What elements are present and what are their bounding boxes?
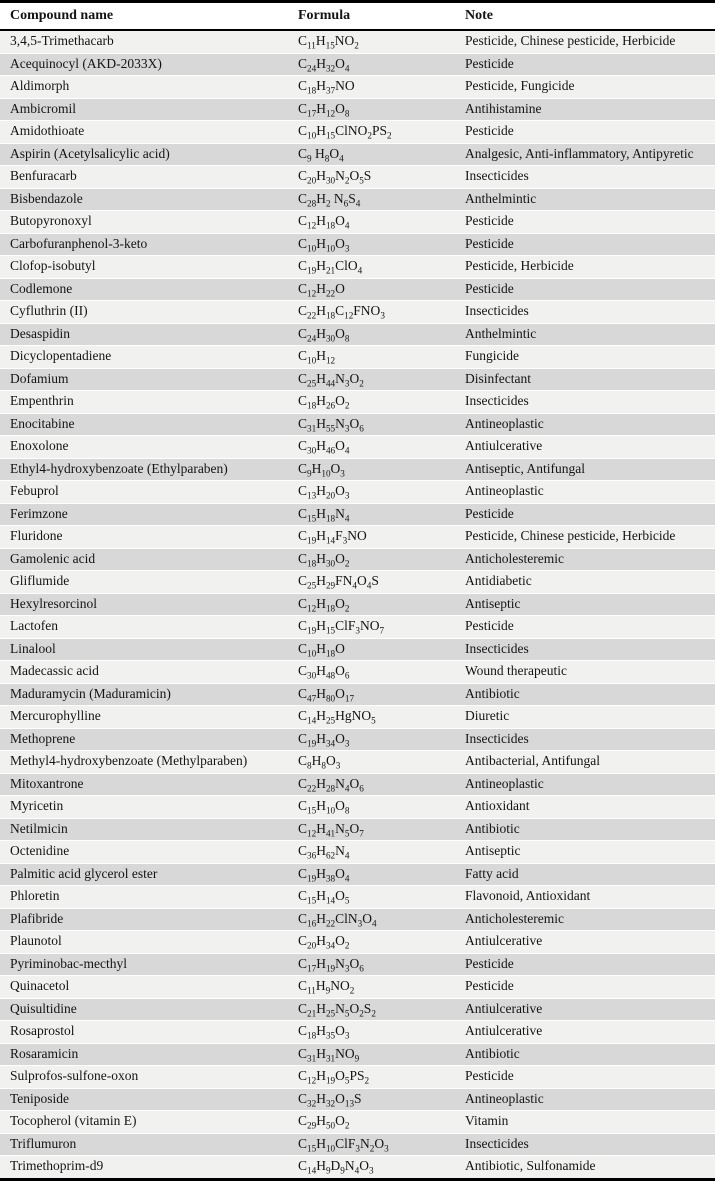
compound-name-cell: Plaunotol bbox=[0, 931, 288, 954]
note-cell: Pesticide, Fungicide bbox=[455, 76, 715, 99]
table-row bbox=[0, 638, 715, 661]
compound-name-cell: Linalool bbox=[0, 638, 288, 661]
compound-name-cell: Methyl4-hydroxybenzoate (Methylparaben) bbox=[0, 751, 288, 774]
table-row bbox=[0, 953, 715, 976]
compound-name-cell: Quisultidine bbox=[0, 998, 288, 1021]
table-row bbox=[0, 368, 715, 391]
table-row bbox=[0, 211, 715, 234]
compound-name-cell: Ethyl4-hydroxybenzoate (Ethylparaben) bbox=[0, 458, 288, 481]
formula-cell: $C_{15}H_{10}O_8$ bbox=[288, 796, 455, 819]
table-row bbox=[0, 413, 715, 436]
table-row bbox=[0, 481, 715, 504]
formula-cell: $C_{29}H_{50}O_2$ bbox=[288, 1111, 455, 1134]
note-cell: Pesticide bbox=[455, 616, 715, 639]
formula-cell: $C_9H_{10}O_3$ bbox=[288, 458, 455, 481]
table-row bbox=[0, 166, 715, 189]
compound-name-cell: 3,4,5-Trimethacarb bbox=[0, 30, 288, 53]
compound-name-cell: Mercurophylline bbox=[0, 706, 288, 729]
table-row bbox=[0, 998, 715, 1021]
note-cell: Wound therapeutic bbox=[455, 661, 715, 684]
compound-name-cell: Rosaprostol bbox=[0, 1021, 288, 1044]
compound-name-cell: Enocitabine bbox=[0, 413, 288, 436]
compound-name-cell: Butopyronoxyl bbox=[0, 211, 288, 234]
table-row bbox=[0, 1066, 715, 1089]
note-cell: Disinfectant bbox=[455, 368, 715, 391]
table-row bbox=[0, 773, 715, 796]
table-row bbox=[0, 526, 715, 549]
compound-name-cell: Enoxolone bbox=[0, 436, 288, 459]
note-cell: Antioxidant bbox=[455, 796, 715, 819]
compound-name-cell: Gamolenic acid bbox=[0, 548, 288, 571]
formula-cell: $C_{15}H_{14}O_5$ bbox=[288, 886, 455, 909]
note-cell: Insecticides bbox=[455, 166, 715, 189]
compound-name-cell: Lactofen bbox=[0, 616, 288, 639]
table-row bbox=[0, 503, 715, 526]
table-row bbox=[0, 1156, 715, 1180]
compound-name-cell: Triflumuron bbox=[0, 1133, 288, 1156]
note-cell: Analgesic, Anti-inflammatory, Antipyretic bbox=[455, 143, 715, 166]
compound-name-cell: Amidothioate bbox=[0, 121, 288, 144]
formula-cell: $C_{22}H_{28}N_4O_6$ bbox=[288, 773, 455, 796]
table-row bbox=[0, 683, 715, 706]
note-cell: Vitamin bbox=[455, 1111, 715, 1134]
formula-cell: $C_{12}H_{18}O_4$ bbox=[288, 211, 455, 234]
table-row bbox=[0, 143, 715, 166]
formula-cell: $C_{31}H_{31}NO_9$ bbox=[288, 1043, 455, 1066]
formula-cell: $C_{25}H_{29}FN_4O_4S$ bbox=[288, 571, 455, 594]
note-cell: Anticholesteremic bbox=[455, 548, 715, 571]
compound-name-cell: Dicyclopentadiene bbox=[0, 346, 288, 369]
note-cell: Antibiotic bbox=[455, 1043, 715, 1066]
formula-cell: $C_{20}H_{34}O_2$ bbox=[288, 931, 455, 954]
compound-name-cell: Octenidine bbox=[0, 841, 288, 864]
formula-cell: $C_{19}H_{14}F_3NO$ bbox=[288, 526, 455, 549]
table-row bbox=[0, 1043, 715, 1066]
formula-cell: $C_{22}H_{18}C_{12}FNO_3$ bbox=[288, 301, 455, 324]
formula-cell: $C_{19}H_{15}ClF_3NO_7$ bbox=[288, 616, 455, 639]
compound-name-cell: Sulprofos-sulfone-oxon bbox=[0, 1066, 288, 1089]
compound-name-cell: Methoprene bbox=[0, 728, 288, 751]
compound-name-cell: Phloretin bbox=[0, 886, 288, 909]
compound-name-cell: Cyfluthrin (II) bbox=[0, 301, 288, 324]
note-cell: Antiulcerative bbox=[455, 436, 715, 459]
table-row bbox=[0, 593, 715, 616]
compound-name-cell: Myricetin bbox=[0, 796, 288, 819]
table-row bbox=[0, 76, 715, 99]
formula-cell: $C_{30}H_{46}O_4$ bbox=[288, 436, 455, 459]
note-cell: Antiulcerative bbox=[455, 931, 715, 954]
note-cell: Antidiabetic bbox=[455, 571, 715, 594]
compound-name-cell: Quinacetol bbox=[0, 976, 288, 999]
formula-cell: $C_{19}H_{21}ClO_4$ bbox=[288, 256, 455, 279]
note-cell: Pesticide bbox=[455, 976, 715, 999]
note-cell: Antineoplastic bbox=[455, 1088, 715, 1111]
formula-cell: $C_{19}H_{38}O_4$ bbox=[288, 863, 455, 886]
table-row bbox=[0, 796, 715, 819]
column-header-formula: Formula bbox=[288, 2, 455, 31]
compound-name-cell: Ambicromil bbox=[0, 98, 288, 121]
compound-name-cell: Benfuracarb bbox=[0, 166, 288, 189]
compound-name-cell: Mitoxantrone bbox=[0, 773, 288, 796]
formula-cell: $C_{14}H_9D_9N_4O_3$ bbox=[298, 1158, 374, 1176]
formula-cell: $C_{12}H_{22}O$ bbox=[288, 278, 455, 301]
table-row bbox=[0, 188, 715, 211]
table-row bbox=[0, 458, 715, 481]
formula-cell: $C_{19}H_{34}O_3$ bbox=[288, 728, 455, 751]
compound-name-cell: Bisbendazole bbox=[0, 188, 288, 211]
table-row bbox=[0, 1111, 715, 1134]
compound-name-cell: Madecassic acid bbox=[0, 661, 288, 684]
table-row bbox=[0, 1133, 715, 1156]
note-cell: Antihistamine bbox=[455, 98, 715, 121]
compound-name-cell: Desaspidin bbox=[0, 323, 288, 346]
compound-name-cell: Teniposide bbox=[0, 1088, 288, 1111]
formula-cell: $C_{12}H_{19}O_5PS_2$ bbox=[288, 1066, 455, 1089]
table-row bbox=[0, 301, 715, 324]
formula-cell: $C_{10}H_{18}O$ bbox=[288, 638, 455, 661]
compound-name-cell: Maduramycin (Maduramicin) bbox=[0, 683, 288, 706]
note-cell: Pesticide, Chinese pesticide, Herbicide bbox=[455, 526, 715, 549]
formula-cell: $C_{24}H_{30}O_8$ bbox=[288, 323, 455, 346]
note-cell: Insecticides bbox=[455, 301, 715, 324]
compound-name-cell: Tocopherol (vitamin E) bbox=[0, 1111, 288, 1134]
table-row bbox=[0, 256, 715, 279]
formula-cell: $C_{16}H_{22}ClN_3O_4$ bbox=[288, 908, 455, 931]
note-cell: Insecticides bbox=[455, 638, 715, 661]
formula-cell: $C_{28}H_2$ $N_6S_4$ bbox=[288, 188, 455, 211]
note-cell: Antiulcerative bbox=[455, 1021, 715, 1044]
note-cell: Insecticides bbox=[455, 1133, 715, 1156]
table-row bbox=[0, 976, 715, 999]
note-cell: Antibiotic bbox=[455, 818, 715, 841]
compound-name-cell: Dofamium bbox=[0, 368, 288, 391]
note-cell: Antiseptic bbox=[455, 841, 715, 864]
note-cell: Diuretic bbox=[455, 706, 715, 729]
formula-cell: $C_{11}H_9NO_2$ bbox=[288, 976, 455, 999]
formula-cell: $C_{14}H_{25}HgNO_5$ bbox=[288, 706, 455, 729]
table-row bbox=[0, 661, 715, 684]
compound-name-cell: Ferimzone bbox=[0, 503, 288, 526]
compound-name-cell: Acequinocyl (AKD-2033X) bbox=[0, 53, 288, 76]
table-row bbox=[0, 121, 715, 144]
compound-name-cell: Aspirin (Acetylsalicylic acid) bbox=[0, 143, 288, 166]
table-row bbox=[0, 98, 715, 121]
formula-cell: $C_{13}H_{20}O_3$ bbox=[288, 481, 455, 504]
column-header-note: Note bbox=[455, 2, 715, 31]
table-row bbox=[0, 931, 715, 954]
note-cell: Pesticide bbox=[455, 503, 715, 526]
compound-name-cell: Rosaramicin bbox=[0, 1043, 288, 1066]
formula-cell: $C_{11}H_{15}NO_2$ bbox=[288, 30, 455, 53]
note-cell: Fatty acid bbox=[455, 863, 715, 886]
table-row bbox=[0, 53, 715, 76]
note-cell: Antibiotic, Sulfonamide bbox=[465, 1158, 596, 1174]
header-row bbox=[0, 2, 715, 31]
formula-cell: $C_{31}H_{55}N_3O_6$ bbox=[288, 413, 455, 436]
table-row bbox=[0, 1021, 715, 1044]
compound-name-cell: Empenthrin bbox=[0, 391, 288, 414]
compound-name-cell: Carbofuranphenol-3-keto bbox=[0, 233, 288, 256]
formula-cell: $C_{18}H_{26}O_2$ bbox=[288, 391, 455, 414]
table-row bbox=[0, 278, 715, 301]
formula-cell: $C_{30}H_{48}O_6$ bbox=[288, 661, 455, 684]
compound-name-cell: Febuprol bbox=[0, 481, 288, 504]
formula-cell: $C_{36}H_{62}N_4$ bbox=[288, 841, 455, 864]
note-cell: Pesticide, Chinese pesticide, Herbicide bbox=[455, 30, 715, 53]
compound-name-cell: Trimethoprim-d9 bbox=[10, 1158, 104, 1174]
note-cell: Antiulcerative bbox=[455, 998, 715, 1021]
note-cell: Pesticide bbox=[455, 53, 715, 76]
compound-name-cell: Hexylresorcinol bbox=[0, 593, 288, 616]
compound-name-cell: Codlemone bbox=[0, 278, 288, 301]
note-cell: Fungicide bbox=[455, 346, 715, 369]
table-row bbox=[0, 616, 715, 639]
note-cell: Pesticide bbox=[455, 953, 715, 976]
formula-cell: $C_{21}H_{25}N_5O_2S_2$ bbox=[288, 998, 455, 1021]
note-cell: Antineoplastic bbox=[455, 413, 715, 436]
table-row bbox=[0, 346, 715, 369]
formula-cell: $C_{15}H_{18}N_4$ bbox=[288, 503, 455, 526]
formula-cell: $C_{47}H_{80}O_{17}$ bbox=[288, 683, 455, 706]
note-cell: Antiseptic bbox=[455, 593, 715, 616]
formula-cell: $C_{17}H_{12}O_8$ bbox=[288, 98, 455, 121]
formula-cell: $C_{17}H_{19}N_3O_6$ bbox=[288, 953, 455, 976]
formula-cell: $C_{12}H_{18}O_2$ bbox=[288, 593, 455, 616]
table-row bbox=[0, 706, 715, 729]
formula-cell: $C_{18}H_{30}O_2$ bbox=[288, 548, 455, 571]
note-cell: Pesticide bbox=[455, 233, 715, 256]
column-header-compound-name: Compound name bbox=[0, 2, 288, 31]
table-body bbox=[0, 30, 715, 1179]
table-row bbox=[0, 841, 715, 864]
formula-cell: $C_{10}H_{15}ClNO_2PS_2$ bbox=[288, 121, 455, 144]
note-cell: Antineoplastic bbox=[455, 773, 715, 796]
table-row bbox=[0, 886, 715, 909]
note-cell: Pesticide bbox=[455, 211, 715, 234]
note-cell: Insecticides bbox=[455, 728, 715, 751]
note-cell: Flavonoid, Antioxidant bbox=[455, 886, 715, 909]
note-cell: Antiseptic, Antifungal bbox=[455, 458, 715, 481]
table-row bbox=[0, 233, 715, 256]
formula-cell: $C_{32}H_{32}O_{13}S$ bbox=[288, 1088, 455, 1111]
formula-cell: $C_{12}H_{41}N_5O_7$ bbox=[288, 818, 455, 841]
table-row bbox=[0, 908, 715, 931]
note-cell: Antibacterial, Antifungal bbox=[455, 751, 715, 774]
note-cell: Insecticides bbox=[455, 391, 715, 414]
table-row bbox=[0, 548, 715, 571]
note-cell: Pesticide, Herbicide bbox=[455, 256, 715, 279]
note-cell: Anthelmintic bbox=[455, 323, 715, 346]
compound-name-cell: Fluridone bbox=[0, 526, 288, 549]
table-row bbox=[0, 818, 715, 841]
formula-cell: $C_9$ $H_8O_4$ bbox=[288, 143, 455, 166]
table-row bbox=[0, 391, 715, 414]
compound-name-cell: Aldimorph bbox=[0, 76, 288, 99]
formula-cell: $C_{15}H_{10}ClF_3N_2O_3$ bbox=[288, 1133, 455, 1156]
formula-cell: $C_{10}H_{12}$ bbox=[288, 346, 455, 369]
compound-name-cell: Plafibride bbox=[0, 908, 288, 931]
table-row bbox=[0, 751, 715, 774]
table-row bbox=[0, 1088, 715, 1111]
note-cell: Anticholesteremic bbox=[455, 908, 715, 931]
note-cell: Antibiotic bbox=[455, 683, 715, 706]
formula-cell: $C_{25}H_{44}N_3O_2$ bbox=[288, 368, 455, 391]
note-cell: Pesticide bbox=[455, 1066, 715, 1089]
note-cell: Antineoplastic bbox=[455, 481, 715, 504]
formula-cell: $C_{20}H_{30}N_2O_5S$ bbox=[288, 166, 455, 189]
table-row bbox=[0, 728, 715, 751]
table-row bbox=[0, 323, 715, 346]
table-row bbox=[0, 30, 715, 53]
note-cell: Anthelmintic bbox=[455, 188, 715, 211]
table-row bbox=[0, 571, 715, 594]
table-row bbox=[0, 436, 715, 459]
note-cell: Pesticide bbox=[455, 121, 715, 144]
compound-name-cell: Clofop-isobutyl bbox=[0, 256, 288, 279]
formula-cell: $C_{18}H_{37}NO$ bbox=[288, 76, 455, 99]
note-cell: Pesticide bbox=[455, 278, 715, 301]
table-row bbox=[0, 863, 715, 886]
compound-name-cell: Palmitic acid glycerol ester bbox=[0, 863, 288, 886]
compound-name-cell: Netilmicin bbox=[0, 818, 288, 841]
formula-cell: $C_{18}H_{35}O_3$ bbox=[288, 1021, 455, 1044]
compound-name-cell: Pyriminobac-mecthyl bbox=[0, 953, 288, 976]
formula-cell: $C_{24}H_{32}O_4$ bbox=[288, 53, 455, 76]
formula-cell: $C_{10}H_{10}O_3$ bbox=[288, 233, 455, 256]
table-header bbox=[0, 2, 715, 31]
compound-name-cell: Gliflumide bbox=[0, 571, 288, 594]
formula-cell: $C_8H_8O_3$ bbox=[288, 751, 455, 774]
